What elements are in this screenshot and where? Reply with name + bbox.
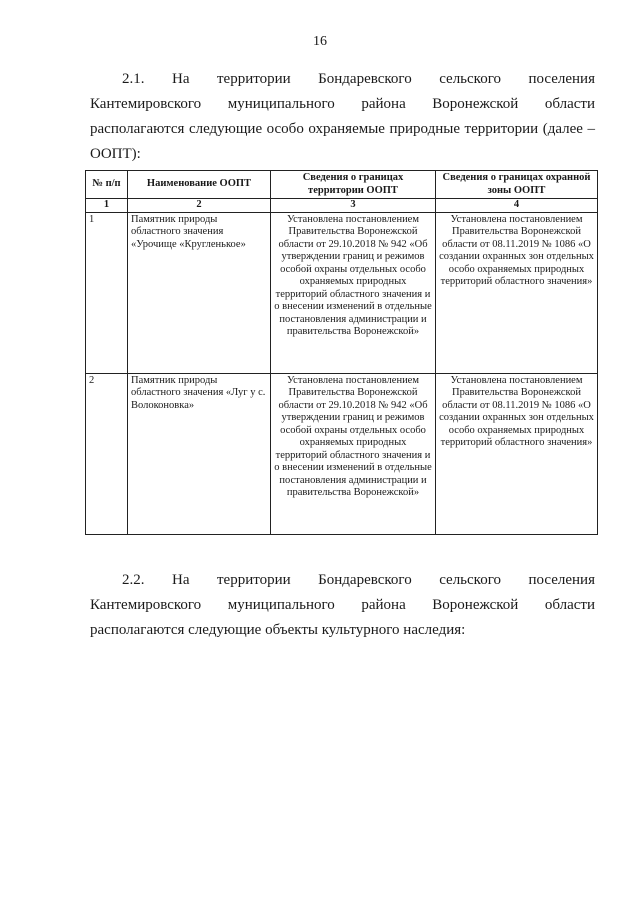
row-zone: Установлена постановлением Правительства Воронежской области от 08.11.2019 № 1086 «О создании охранных зон отдельных особо охраняемых природных территорий областного значения» (436, 373, 598, 534)
column-number: 1 (86, 199, 128, 213)
column-number: 2 (128, 199, 271, 213)
column-number: 3 (271, 199, 436, 213)
row-name: Памятник природы областного значения «Урочище «Кругленькое» (128, 212, 271, 373)
paragraph-line: ООПТ): (90, 146, 141, 162)
paragraph-line: Кантемировского муниципального района Воронежской области (90, 597, 595, 613)
header-num: № п/п (86, 171, 128, 199)
column-number-row (86, 199, 598, 213)
row-num: 1 (86, 212, 128, 373)
row-zone: Установлена постановлением Правительства Воронежской области от 08.11.2019 № 1086 «О создании охранных зон отдельных особо охраняемых природных территорий областного значения» (436, 212, 598, 373)
table-header-row (86, 171, 598, 199)
header-borders: Сведения о границах территории ООПТ (271, 171, 436, 199)
row-num: 2 (86, 373, 128, 534)
row-borders: Установлена постановлением Правительства Воронежской области от 29.10.2018 № 942 «Об утверждении границ и режимов особой охраны отдельных особо охраняемых природных территорий областного значения и о внесении изменений в отдельные постановления администрации и правительства Воронежской» (271, 212, 436, 373)
paragraph-line: располагаются следующие объекты культурного наследия: (90, 622, 466, 638)
table-row (86, 212, 598, 373)
table-row (86, 373, 598, 534)
row-name: Памятник природы областного значения «Луг у с. Волоконовка» (128, 373, 271, 534)
header-name: Наименование ООПТ (128, 171, 271, 199)
oopt-table (85, 170, 598, 535)
page-number: 16 (313, 34, 327, 49)
paragraph-line: располагаются следующие особо охраняемые природные территории (далее – (90, 121, 595, 137)
header-zone: Сведения о границах охранной зоны ООПТ (436, 171, 598, 199)
section-2-1-paragraph (90, 67, 595, 167)
paragraph-line: Кантемировского муниципального района Воронежской области (90, 96, 595, 112)
column-number: 4 (436, 199, 598, 213)
section-2-2-paragraph (90, 568, 595, 643)
paragraph-line: 2.1. На территории Бондаревского сельского поселения (122, 71, 595, 87)
paragraph-line: 2.2. На территории Бондаревского сельского поселения (122, 572, 595, 588)
row-borders: Установлена постановлением Правительства Воронежской области от 29.10.2018 № 942 «Об утверждении границ и режимов особой охраны отдельных особо охраняемых природных территорий областного значения и о внесении изменений в отдельные постановления администрации и правительства Воронежской» (271, 373, 436, 534)
